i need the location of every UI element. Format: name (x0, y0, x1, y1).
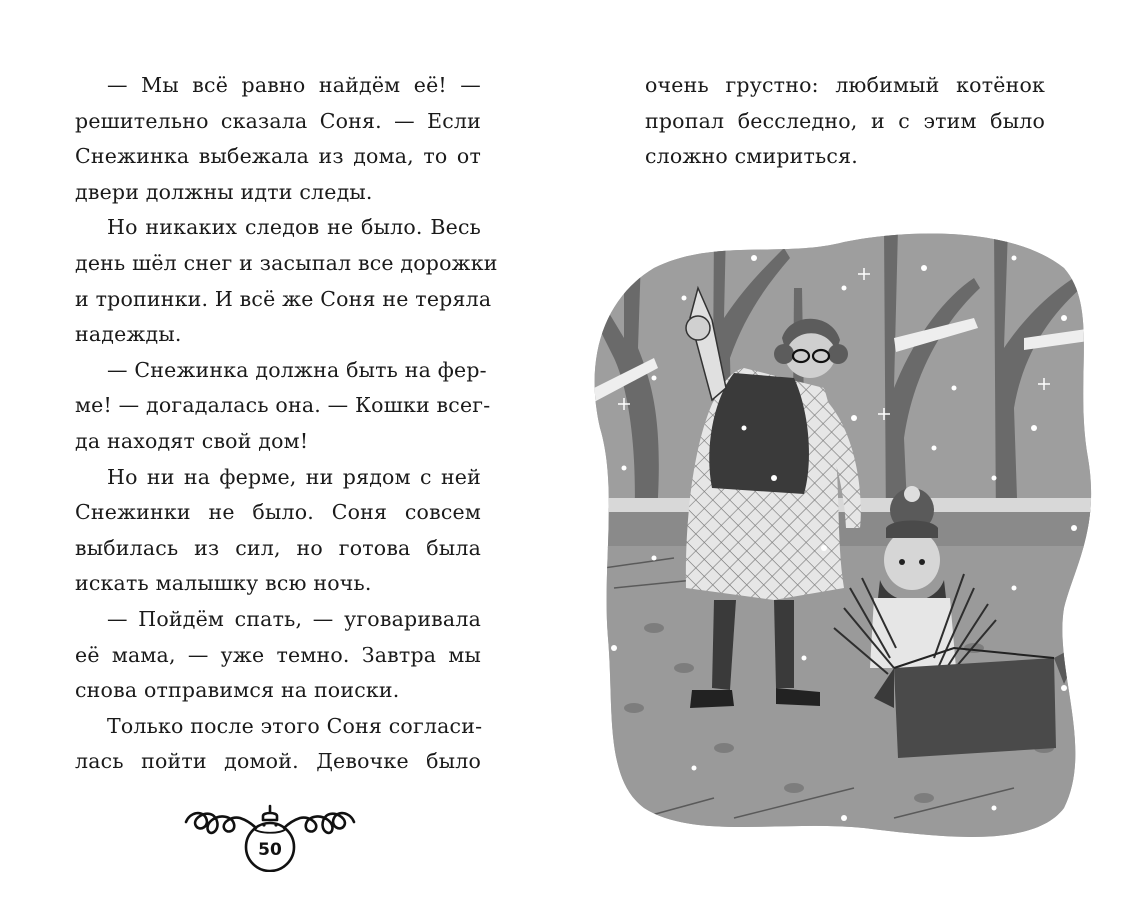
paragraph (75, 68, 481, 210)
text-line: — Снежинка должна быть на фер- (107, 357, 487, 382)
text-line: — Пойдём спать, — уговаривала (107, 606, 481, 631)
text-line: да находят свой дом! (75, 428, 309, 453)
page-number: 50 (258, 840, 282, 860)
text-line: Снежинки не было. Соня совсем (75, 500, 481, 525)
text-line: выбилась из сил, но готова была (75, 535, 481, 560)
text-line: двери должны идти следы. (75, 179, 373, 204)
text-line: пропал бесследно, и с этим было (645, 108, 1045, 133)
paragraph (75, 709, 481, 780)
text-line: её мама, — уже темно. Завтра мы (75, 642, 481, 667)
text-line: очень грустно: любимый котёнок (645, 73, 1045, 97)
right-page-text (645, 68, 1045, 175)
text-line: ме! — догадалась она. — Кошки всег- (75, 393, 491, 418)
text-line: надежды. (75, 322, 182, 347)
paragraph (75, 602, 481, 709)
text-line: снова отправимся на поиски. (75, 678, 400, 703)
text-line: Но ни на ферме, ни рядом с ней (107, 464, 481, 489)
text-line: Только после этого Соня согласи- (107, 713, 483, 738)
text-line: и тропинки. И всё же Соня не теряла (75, 286, 492, 311)
paragraph (75, 460, 481, 602)
scene-group (594, 228, 1104, 844)
text-line: день шёл снег и засыпал все дорожки (75, 250, 498, 275)
text-line: решительно сказала Соня. — Если (75, 108, 481, 133)
winter-scene-illustration (594, 228, 1104, 844)
left-page-text (75, 68, 498, 780)
text-line: лась пойти домой. Девочке было (75, 749, 481, 774)
paragraph (75, 353, 491, 460)
text-line: искать малышку всю ночь. (75, 571, 372, 596)
page-number-ornament (180, 798, 360, 872)
paragraph (75, 210, 498, 352)
text-line: Но никаких следов не было. Весь (107, 215, 481, 240)
text-line: Снежинка выбежала из дома, то от (75, 144, 481, 169)
text-line: сложно смириться. (645, 144, 858, 169)
text-line: — Мы всё равно найдём её! — (107, 73, 481, 97)
paragraph (645, 68, 1045, 175)
illustration (594, 228, 1104, 844)
